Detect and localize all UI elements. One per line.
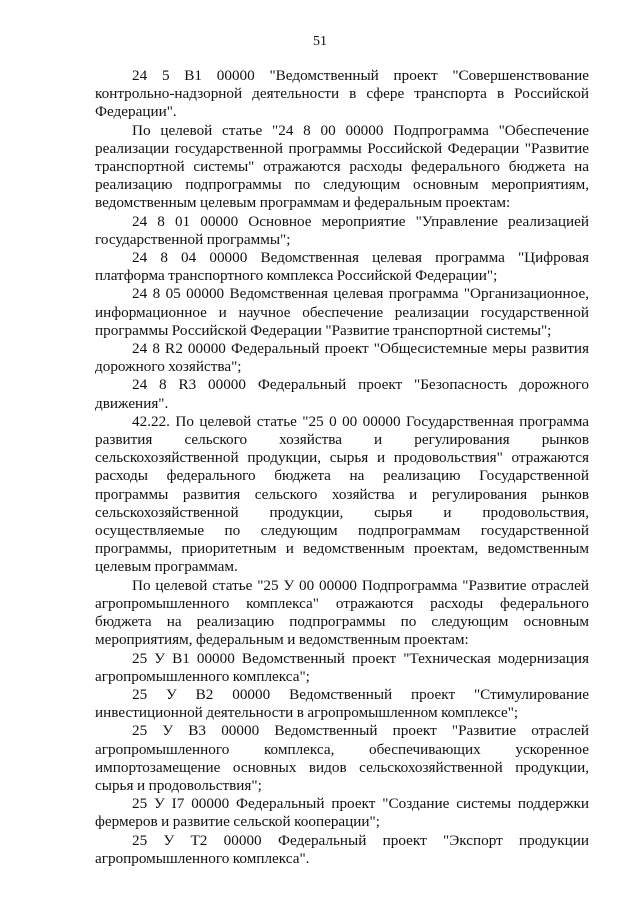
document-body <box>95 67 589 868</box>
paragraph: 24 8 04 00000 Ведомственная целевая программа "Цифровая платформа транспортного комплекса Российской Федерации"; <box>95 249 589 285</box>
paragraph: 24 5 В1 00000 "Ведомственный проект "Совершенствование контрольно-надзорной деятельности в сфере транспорта в Российской Федерации". <box>95 67 589 121</box>
paragraph: 42.22. По целевой статье "25 0 00 00000 Государственная программа развития сельского хозяйства и регулирования рынков сельскохозяйственной продукции, сырья и продовольствия" отражаются расходы федерального бюджета на реализацию Государственной программы развития сельского хозяйства и регулирования рынков сельскохозяйственной продукции, сырья и продовольствия, осуществляемые по следующим подпрограммам государственной программы, приоритетным и ведомственным проектам, ведомственным целевым программам. <box>95 412 589 576</box>
paragraph: 24 8 01 00000 Основное мероприятие "Управление реализацией государственной программы"; <box>95 212 589 248</box>
paragraph: По целевой статье "25 У 00 00000 Подпрограмма "Развитие отраслей агропромышленного комплекса" отражаются расходы федерального бюджета на реализацию подпрограммы по следующим основным мероприятиям, федеральным и ведомственным проектам: <box>95 576 589 649</box>
paragraph: 25 У В3 00000 Ведомственный проект "Развитие отраслей агропромышленного комплекса, обеспечивающих ускоренное импортозамещение основных видов сельскохозяйственной продукции, сырья и продовольствия"; <box>95 722 589 794</box>
paragraph: 24 8 R3 00000 Федеральный проект "Безопасность дорожного движения". <box>95 376 589 412</box>
paragraph: 24 8 R2 00000 Федеральный проект "Общесистемные меры развития дорожного хозяйства"; <box>95 340 589 376</box>
paragraph: 25 У В1 00000 Ведомственный проект "Техническая модернизация агропромышленного комплекса"; <box>95 649 589 685</box>
page-number: 51 <box>313 34 327 49</box>
paragraph: 24 8 05 00000 Ведомственная целевая программа "Организационное, информационное и научное обеспечение реализации государственной программы Российской Федерации "Развитие транспортной системы"; <box>95 285 589 339</box>
paragraph: 25 У I7 00000 Федеральный проект "Создание системы поддержки фермеров и развитие сельской кооперации"; <box>95 795 589 831</box>
paragraph: По целевой статье "24 8 00 00000 Подпрограмма "Обеспечение реализации государственной программы Российской Федерации "Развитие транспортной системы" отражаются расходы федерального бюджета на реализацию подпрограммы по следующим основным мероприятиям, ведомственным целевым программам и федеральным проектам: <box>95 121 589 212</box>
paragraph: 25 У Т2 00000 Федеральный проект "Экспорт продукции агропромышленного комплекса". <box>95 831 589 867</box>
paragraph: 25 У В2 00000 Ведомственный проект "Стимулирование инвестиционной деятельности в агропромышленном комплексе"; <box>95 685 589 722</box>
